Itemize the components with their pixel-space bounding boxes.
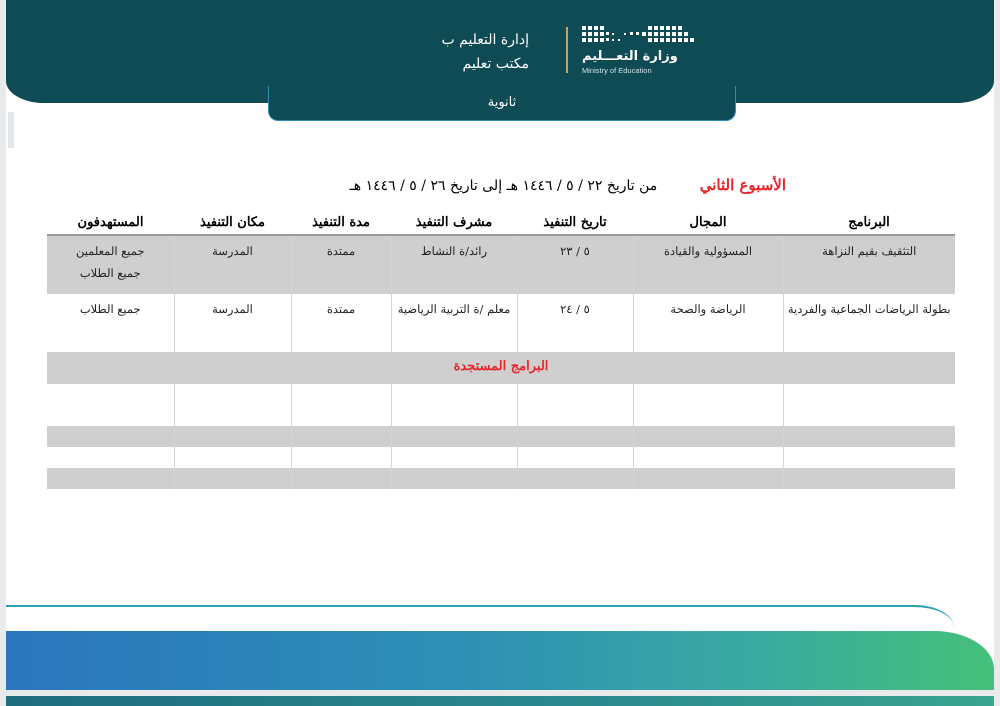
new-programs-row xyxy=(47,352,955,384)
table-cell: ٥ / ٢٣ xyxy=(517,235,633,294)
empty-row xyxy=(47,468,955,489)
week-label: الأسبوع الثاني xyxy=(699,176,786,194)
logo-dots-icon xyxy=(576,24,706,48)
week-heading xyxy=(216,176,786,198)
table-cell: المدرسة xyxy=(174,235,291,294)
logo-english-text: Ministry of Education xyxy=(582,66,652,75)
table-row xyxy=(47,235,955,294)
new-programs-heading: البرامج المستجدة xyxy=(47,352,955,384)
header-divider xyxy=(566,27,568,73)
column-header: المستهدفون xyxy=(47,210,174,235)
next-page-edge xyxy=(6,696,994,706)
table-cell: التثقيف بقيم النزاهة xyxy=(783,235,955,294)
table-cell: ٥ / ٢٤ xyxy=(517,294,633,352)
column-header: البرنامج xyxy=(783,210,955,235)
column-header: تاريخ التنفيذ xyxy=(517,210,633,235)
table-cell: بطولة الرياضات الجماعية والفردية xyxy=(783,294,955,352)
table-header-row xyxy=(47,210,955,235)
table-cell: ممتدة xyxy=(291,294,391,352)
week-date-range: من تاريخ ٢٢ / ٥ / ١٤٤٦ هـ إلى تاريخ ٢٦ / ٥ / ١٤٤٦ هـ xyxy=(349,178,658,194)
footer-band xyxy=(6,631,994,690)
empty-row xyxy=(47,447,955,468)
ministry-logo xyxy=(576,24,706,76)
document-page xyxy=(6,0,994,690)
admin-line-2: مكتب تعليم xyxy=(462,56,529,72)
logo-arabic-text: وزارة التعـــليم xyxy=(582,49,678,64)
table-cell: معلم /ة التربية الرياضية xyxy=(391,294,517,352)
table-cell: المسؤولية والقيادة xyxy=(633,235,783,294)
programs-table xyxy=(47,210,955,489)
table-cell: رائد/ة النشاط xyxy=(391,235,517,294)
empty-row xyxy=(47,405,955,426)
school-stage-tab: ثانوية xyxy=(268,86,736,121)
admin-line-1: إدارة التعليم ب xyxy=(441,32,529,48)
empty-row xyxy=(47,426,955,447)
table-cell: المدرسة xyxy=(174,294,291,352)
table-cell: الرياضة والصحة xyxy=(633,294,783,352)
education-admin-block xyxy=(442,28,530,76)
table-cell: ممتدة xyxy=(291,235,391,294)
table-cell: جميع الطلاب xyxy=(47,294,174,352)
empty-row xyxy=(47,384,955,405)
table-cell: جميع المعلمين جميع الطلاب xyxy=(47,235,174,294)
column-header: مدة التنفيذ xyxy=(291,210,391,235)
column-header: المجال xyxy=(633,210,783,235)
column-header: مكان التنفيذ xyxy=(174,210,291,235)
table-row xyxy=(47,294,955,352)
column-header: مشرف التنفيذ xyxy=(391,210,517,235)
page-edge-mark xyxy=(8,112,14,148)
